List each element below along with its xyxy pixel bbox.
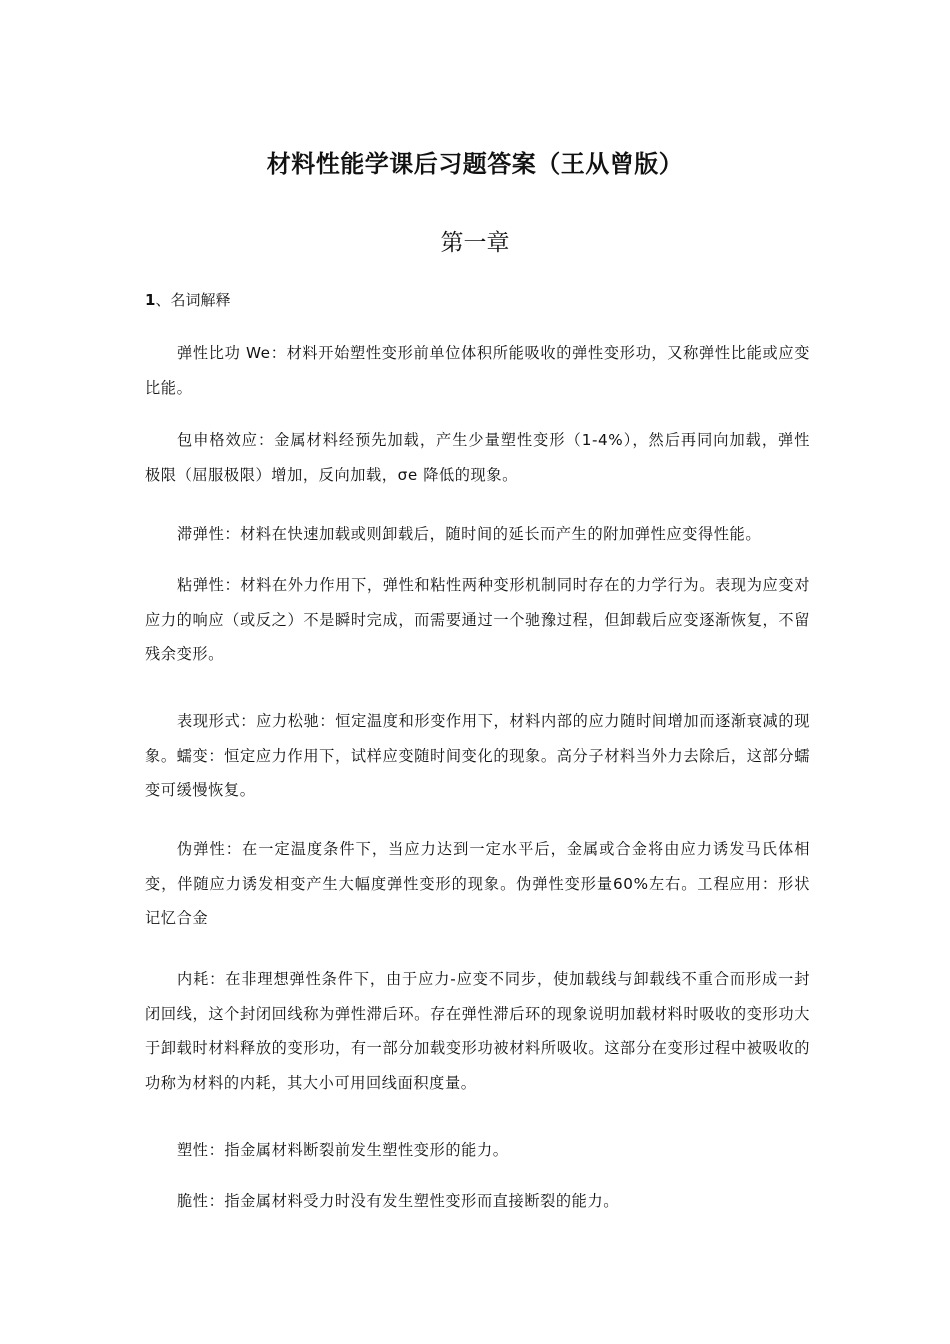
paragraph-bauschinger-effect: 包申格效应：金属材料经预先加载，产生少量塑性变形（1-4%），然后再同向加载，弹性极限（屈服极限）增加，反向加载，σe 降低的现象。 (145, 431, 810, 484)
section-heading (145, 289, 230, 311)
paragraph-elastic-specific-work: 弹性比功 We：材料开始塑性变形前单位体积所能吸收的弹性变形功，又称弹性比能或应变比能。 (145, 344, 810, 397)
document-title: 材料性能学课后习题答案（王从曾版） (266, 150, 684, 178)
section-number: 1 (145, 291, 156, 309)
paragraph-plasticity: 塑性：指金属材料断裂前发生塑性变形的能力。 (177, 1141, 509, 1159)
paragraph-brittleness: 脆性：指金属材料受力时没有发生塑性变形而直接断裂的能力。 (177, 1192, 620, 1210)
paragraph-internal-friction: 内耗：在非理想弹性条件下，由于应力-应变不同步，使加载线与卸载线不重合而形成一封闭回线，这个封闭回线称为弹性滞后环。存在弹性滞后环的现象说明加载材料时吸收的变形功大于卸载时材料释放的变形功，有一部分加载变形功被材料所吸收。这部分在变形过程中被吸收的功称为材料的内耗，其大小可用回线面积度量。 (145, 970, 810, 1092)
paragraph-anelasticity: 滞弹性：材料在快速加载或则卸载后，随时间的延长而产生的附加弹性应变得性能。 (177, 525, 762, 543)
paragraph-viscoelasticity: 粘弹性：材料在外力作用下，弹性和粘性两种变形机制同时存在的力学行为。表现为应变对应力的响应（或反之）不是瞬时完成，而需要通过一个驰豫过程，但卸载后应变逐渐恢复，不留残余变形。 (145, 576, 810, 663)
section-label: 、名词解释 (155, 291, 231, 309)
chapter-heading: 第一章 (440, 230, 510, 256)
paragraph-pseudoelasticity: 伪弹性：在一定温度条件下，当应力达到一定水平后，金属或合金将由应力诱发马氏体相变，伴随应力诱发相变产生大幅度弹性变形的现象。伪弹性变形量60%左右。工程应用：形状记忆合金 (145, 840, 810, 927)
paragraph-manifestation-forms: 表现形式：应力松驰：恒定温度和形变作用下，材料内部的应力随时间增加而逐渐衰减的现象。蠕变：恒定应力作用下，试样应变随时间变化的现象。高分子材料当外力去除后，这部分蠕变可缓慢恢复。 (145, 712, 810, 799)
